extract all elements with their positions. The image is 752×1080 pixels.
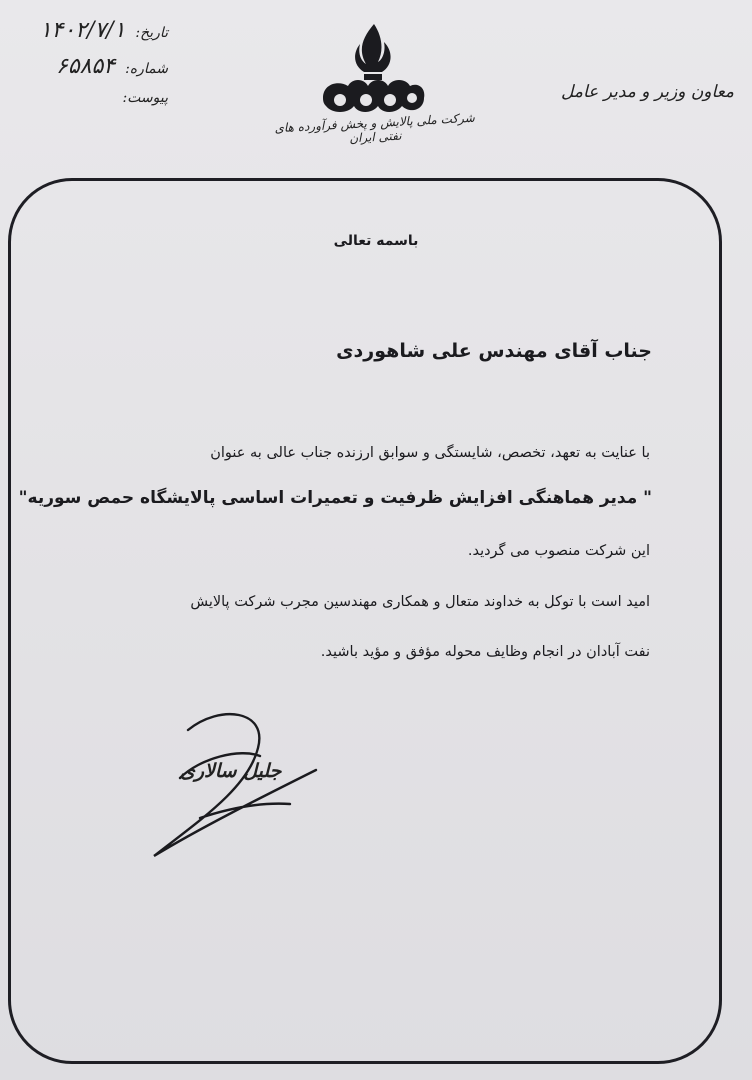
appointment-title: " مدیر هماهنگی افزایش ظرفیت و تعمیرات اساسی پالایشگاه حمص سوریه" (18, 488, 652, 508)
date-value: ۱۴۰۲/۷/۱ (39, 18, 126, 43)
signature-scribble-icon (140, 708, 340, 868)
number-row (8, 54, 168, 90)
company-logo-icon (318, 20, 428, 116)
signature-name: جلیل سالاری (180, 760, 282, 782)
body-line-1: با عنایت به تعهد، تخصص، شایستگی و سوابق ارزنده جناب عالی به عنوان (210, 445, 650, 461)
body-line-4: نفت آبادان در انجام وظایف محوله مؤفق و مؤید باشید. (320, 644, 650, 660)
date-label: تاریخ: (135, 25, 168, 41)
letter-border (8, 178, 722, 1064)
addressee: جناب آقای مهندس علی شاهوردی (336, 340, 652, 362)
date-row (8, 18, 168, 54)
company-name: شرکت ملی پالایش و پخش فرآورده های نفتی ایران (274, 110, 476, 146)
number-value: ۶۵۸۵۴ (56, 54, 116, 79)
body-line-2: این شرکت منصوب می گردید. (467, 543, 650, 559)
number-label: شماره: (125, 61, 168, 77)
body-line-3: امید است با توکل به خداوند متعال و همکاری مهندسین مجرب شرکت پالایش (190, 594, 650, 610)
attachment-row (8, 90, 168, 126)
deputy-title: معاون وزیر و مدیر عامل (561, 82, 734, 102)
attachment-label: پیوست: (122, 90, 168, 106)
letter-metadata (8, 18, 168, 126)
salutation: باسمه تعالی (333, 233, 419, 249)
